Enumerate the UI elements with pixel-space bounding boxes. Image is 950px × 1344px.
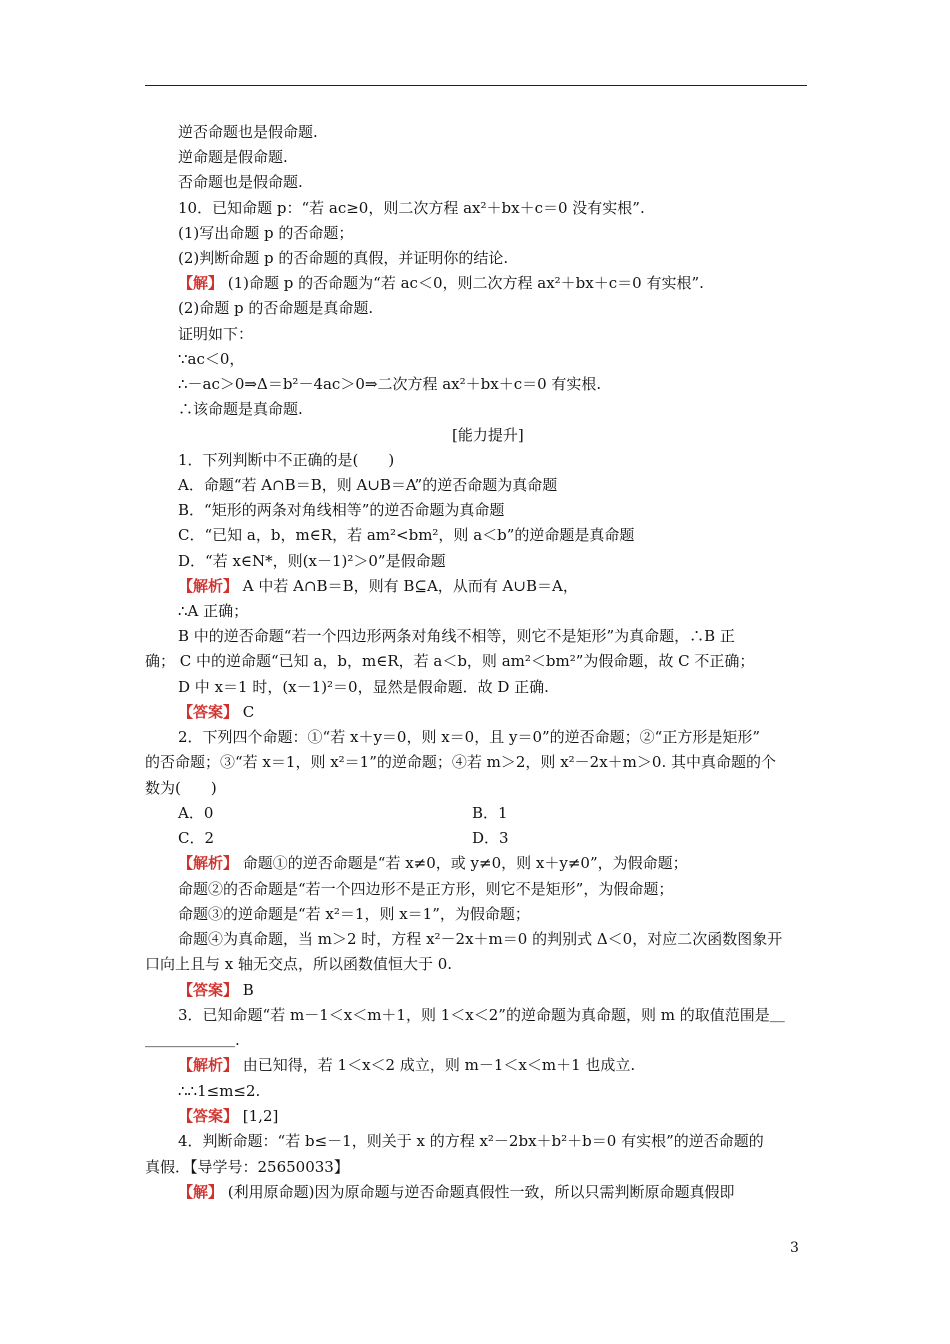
text-line (0, 347, 950, 371)
option-item: B．1 (472, 804, 508, 822)
line-text: A．命题“若 A∩B＝B，则 A∪B＝A”的逆否命题为真命题 (178, 476, 558, 494)
text-line (0, 145, 950, 169)
line-text: 的否命题；③“若 x＝1，则 x²＝1”的逆命题；④若 m＞2，则 x²－2x＋m＞0. 其中真命题的个 (145, 753, 776, 771)
text-line (0, 1053, 950, 1077)
text-line (0, 978, 950, 1002)
text-line (0, 1104, 950, 1128)
line-text: 由已知得，若 1＜x＜2 成立，则 m－1＜x＜m＋1 也成立. (238, 1056, 636, 1074)
line-text: 逆命题是假命题. (178, 148, 288, 166)
line-text: 命题③的逆命题是“若 x²＝1，则 x＝1”，为假命题； (178, 905, 530, 923)
line-text: (1)命题 p 的否命题为“若 ac＜0，则二次方程 ax²＋bx＋c＝0 有实根”. (223, 274, 704, 292)
line-text: 10．已知命题 p：“若 ac≥0，则二次方程 ax²＋bx＋c＝0 没有实根”. (178, 199, 645, 217)
text-line (0, 599, 950, 623)
line-text: D．“若 x∈N*，则(x－1)²＞0”是假命题 (178, 552, 446, 570)
answer-tag: 【解析】 (178, 577, 239, 595)
line-text: (1)写出命题 p 的否命题； (178, 224, 354, 242)
line-text: 逆否命题也是假命题. (178, 123, 318, 141)
text-line (0, 296, 950, 320)
answer-tag: 【答案】 (178, 981, 239, 999)
text-line (0, 549, 950, 573)
text-line (0, 170, 950, 194)
line-text: A．0 (178, 804, 214, 822)
text-line (0, 221, 950, 245)
text-line (0, 624, 950, 648)
text-line (0, 1155, 950, 1179)
line-text: (利用原命题)因为原命题与逆否命题真假性一致，所以只需判断原命题真假即 (223, 1183, 735, 1201)
text-line (0, 927, 950, 951)
text-line (0, 952, 950, 976)
answer-tag: 【答案】 (178, 703, 239, 721)
line-text: 4．判断命题：“若 b≤－1，则关于 x 的方程 x²－2bx＋b²＋b＝0 有实根”的逆否命题的 (178, 1132, 764, 1150)
text-line (0, 1003, 950, 1027)
text-line (0, 271, 950, 295)
line-text: B 中的逆否命题“若一个四边形两条对角线不相等，则它不是矩形”为真命题，∴B 正 (178, 627, 735, 645)
line-text: 命题②的否命题是“若一个四边形不是正方形，则它不是矩形”，为假命题； (178, 880, 674, 898)
text-line (0, 851, 950, 875)
line-text: A 中若 A∩B＝B，则有 B⊆A，从而有 A∪B＝A， (238, 577, 578, 595)
text-line (0, 397, 950, 421)
line-text: [1,2] (238, 1107, 279, 1125)
text-line (0, 1079, 950, 1103)
text-line (0, 448, 950, 472)
text-line (0, 1129, 950, 1153)
line-text: ∵ac＜0， (178, 350, 245, 368)
line-text: B．“矩形的两条对角线相等”的逆否命题为真命题 (178, 501, 505, 519)
text-line (0, 649, 950, 673)
line-text: ＿＿＿＿＿＿. (145, 1031, 240, 1049)
answer-tag: 【解】 (178, 274, 224, 292)
text-line (0, 498, 950, 522)
line-text: ∴A 正确； (178, 602, 249, 620)
line-text: 确； C 中的逆命题“已知 a，b，m∈R，若 a＜b，则 am²＜bm²”为假命题，故 C 不正确； (145, 652, 755, 670)
line-text: C (238, 703, 255, 721)
line-text: D 中 x＝1 时，(x－1)²＝0，显然是假命题．故 D 正确. (178, 678, 549, 696)
answer-tag: 【解析】 (178, 1056, 239, 1074)
text-line (0, 776, 950, 800)
line-text: 2．下列四个命题：①“若 x＋y＝0，则 x＝0，且 y＝0”的逆否命题；②“正方形是矩形” (178, 728, 761, 746)
option-item: D．3 (472, 829, 509, 847)
answer-tag: 【解】 (178, 1183, 224, 1201)
text-line (0, 1028, 950, 1052)
line-text: ∴∴1≤m≤2. (178, 1082, 261, 1100)
text-line (0, 372, 950, 396)
text-line (0, 246, 950, 270)
text-line (0, 574, 950, 598)
line-text: C．“已知 a，b，m∈R，若 am²<bm²，则 a＜b”的逆命题是真命题 (178, 526, 635, 544)
line-text: ∴－ac＞0⇒Δ＝b²－4ac＞0⇒二次方程 ax²＋bx＋c＝0 有实根. (178, 375, 602, 393)
line-text: (2)判断命题 p 的否命题的真假，并证明你的结论. (178, 249, 509, 267)
text-line (0, 700, 950, 724)
line-text: 否命题也是假命题. (178, 173, 303, 191)
line-text: 命题①的逆否命题是“若 x≠0，或 y≠0，则 x＋y≠0”，为假命题； (238, 854, 688, 872)
line-text: 证明如下： (178, 325, 254, 343)
text-line (0, 423, 950, 447)
text-line (0, 877, 950, 901)
line-text: 真假．【导学号：25650033】 (145, 1158, 349, 1176)
line-text: [能力提升] (452, 426, 524, 444)
text-line (0, 473, 950, 497)
text-line (0, 120, 950, 144)
answer-tag: 【解析】 (178, 854, 239, 872)
text-line (0, 196, 950, 220)
line-text: ∴该命题是真命题. (178, 400, 303, 418)
text-line (0, 675, 950, 699)
text-line (0, 523, 950, 547)
text-line (0, 902, 950, 926)
text-line (0, 1180, 950, 1204)
answer-tag: 【答案】 (178, 1107, 239, 1125)
line-text: 数为( ) (145, 779, 217, 797)
line-text: (2)命题 p 的否命题是真命题. (178, 299, 374, 317)
page-number: 3 (790, 1240, 799, 1256)
text-line (0, 322, 950, 346)
line-text: C．2 (178, 829, 215, 847)
line-text: B (238, 981, 254, 999)
line-text: 口向上且与 x 轴无交点，所以函数值恒大于 0. (145, 955, 453, 973)
line-text: 3．已知命题“若 m－1＜x＜m＋1，则 1＜x＜2”的逆命题为真命题，则 m 的取值范围是＿ (178, 1006, 785, 1024)
line-text: 命题④为真命题，当 m＞2 时，方程 x²－2x＋m＝0 的判别式 Δ＜0，对应二次函数图象开 (178, 930, 783, 948)
text-line (0, 750, 950, 774)
line-text: 1．下列判断中不正确的是( ) (178, 451, 395, 469)
text-line (0, 725, 950, 749)
header-rule (145, 85, 807, 86)
